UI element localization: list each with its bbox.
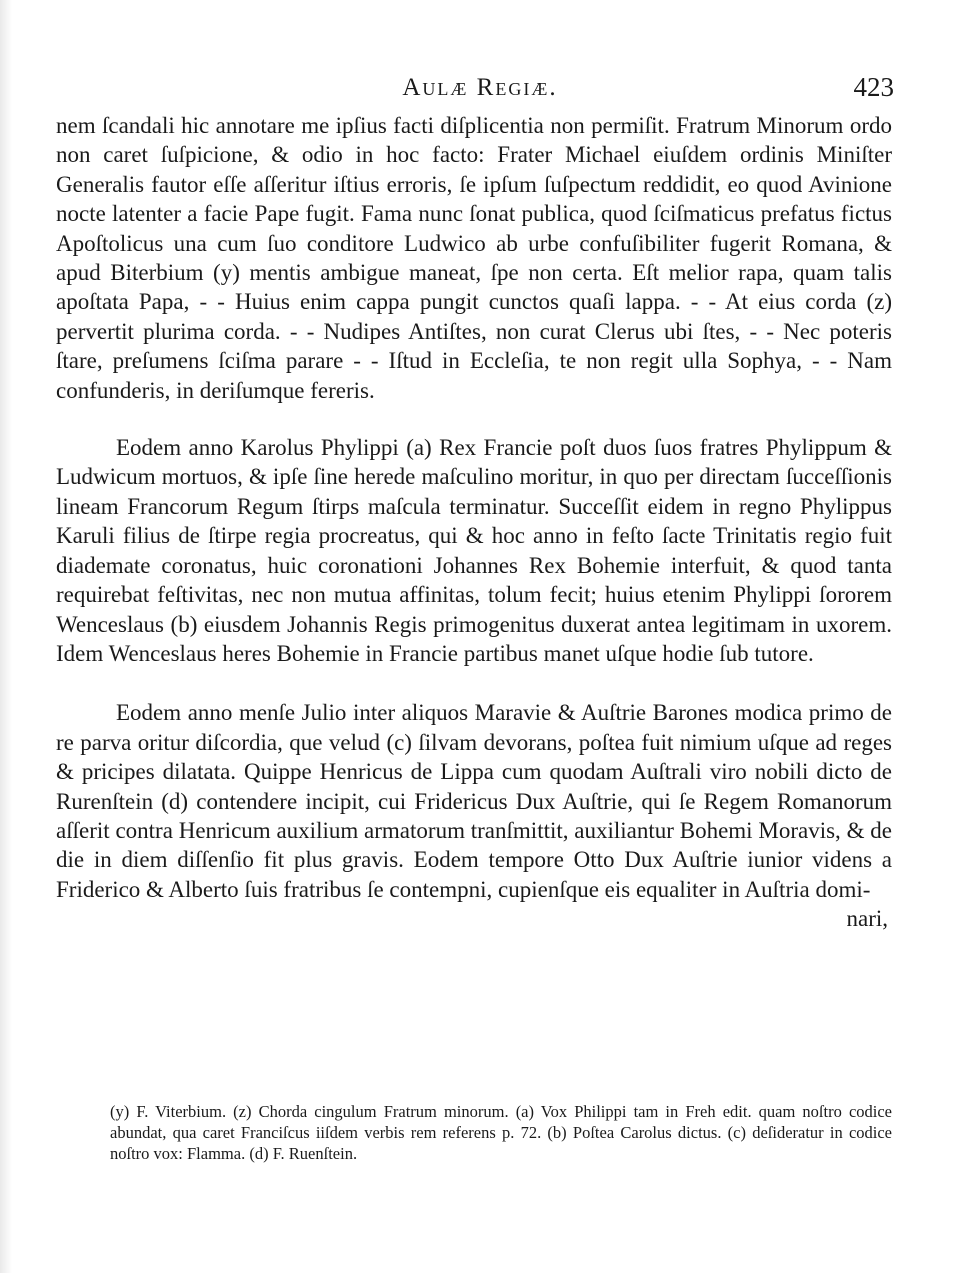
footnote-text: (y) F. Viterbium. (z) Chorda cingulum Fratrum minorum. (a) Vox Philippi tam in Freh edit. quam noſtro codice abundat, qua caret Franciſcus iiſdem verbis rem referens p. 72. (b) Poſtea Carolus dictus. (c) deſideratur in codice noſtro vox: Flamma. (d) F. Ruenſtein. — [110, 1102, 892, 1163]
paragraph-3: Eodem anno menſe Julio inter aliquos Maravie & Auſtrie Barones modica primo de re parva oritur diſcordia, que velud (c) ſilvam devorans, poſtea fuit nimium uſque ad reges & pricipes dilatata. Quippe Henricus de Lippa cum quodam Auſtrali viro nobili dicto de Rurenſtein (d) contendere incipit, cui Fridericus Dux Auſtrie, qui ſe Regem Romanorum aſſerit contra Henricum auxilium armatorum tranſmittit, auxiliantur Bohemi Moravis, & de die in diem diſſenſio fit plus gravis. Eodem tempore Otto Dux Auſtrie iunior videns a Friderico & Alberto ſuis fratribus ſe contempni, cupienſque eis equaliter in Auſtria domi- — [56, 700, 892, 902]
running-head — [0, 70, 960, 110]
paragraph-2: Eodem anno Karolus Phylippi (a) Rex Francie poſt duos ſuos fratres Phylippum & Ludwicum mortuos, & ipſe ſine herede maſculino moritur, in quo per directam ſucceſſionis lineam Francorum Regum ſtirps maſcula terminatur. Succeſſit eidem in regno Phylippus Karuli filius de ſtirpe regia procreatus, qui & hoc anno in feſto ſacte Trinitatis regio fuit diademate coronatus, huic coronationi Johannes Rex Bohemie interfuit, & quod tanta requirebat feſtivitas, nec non mutua affinitas, tolum fecit; huius etenim Phylippi ſororem Wenceslaus (b) eiusdem Johannis Regis primogenitus duxerat antea legitimam in uxorem. Idem Wenceslaus heres Bohemie in Francie partibus manet uſque hodie ſub tutore. — [56, 435, 892, 666]
main-text — [56, 111, 892, 934]
footnotes — [110, 1101, 892, 1164]
running-title: Aulæ Regiæ. — [402, 74, 558, 101]
paragraph-1: nem ſcandali hic annotare me ipſius facti diſplicentia non permiſit. Fratrum Minorum ordo non caret ſuſpicione, & odio in hoc facto: Frater Michael eiuſdem ordinis Miniſter Generalis fautor eſſe aſſeritur iſtius erroris, ſe ipſum ſuſpectum reddidit, eo quod Avinione nocte latenter a facie Pape fugit. Fama nunc ſonat publica, quod ſciſmaticus prefatus fictus Apoſtolicus una cum ſuo conditore Ludwico ab urbe confuſibiliter fugerit Romana, & apud Biterbium (y) mentis ambigue maneat, ſpe non certa. Eſt melior rapa, quam talis apoſtata Papa, - - Huius enim cappa pungit cunctos quaſi lappa. - - At eius corda (z) pervertit plurima corda. - - Nudipes Antiſtes, non curat Clerus ubi ſtes, - - Nec poteris ſtare, preſumens ſciſma parare - - Iſtud in Eccleſia, te non regit ulla Sophya, - - Nam confunderis, in deriſumque fereris. — [56, 113, 892, 403]
page-edge-shadow — [0, 0, 12, 1273]
catchword: nari, — [846, 906, 888, 932]
page-number: 423 — [853, 72, 894, 102]
